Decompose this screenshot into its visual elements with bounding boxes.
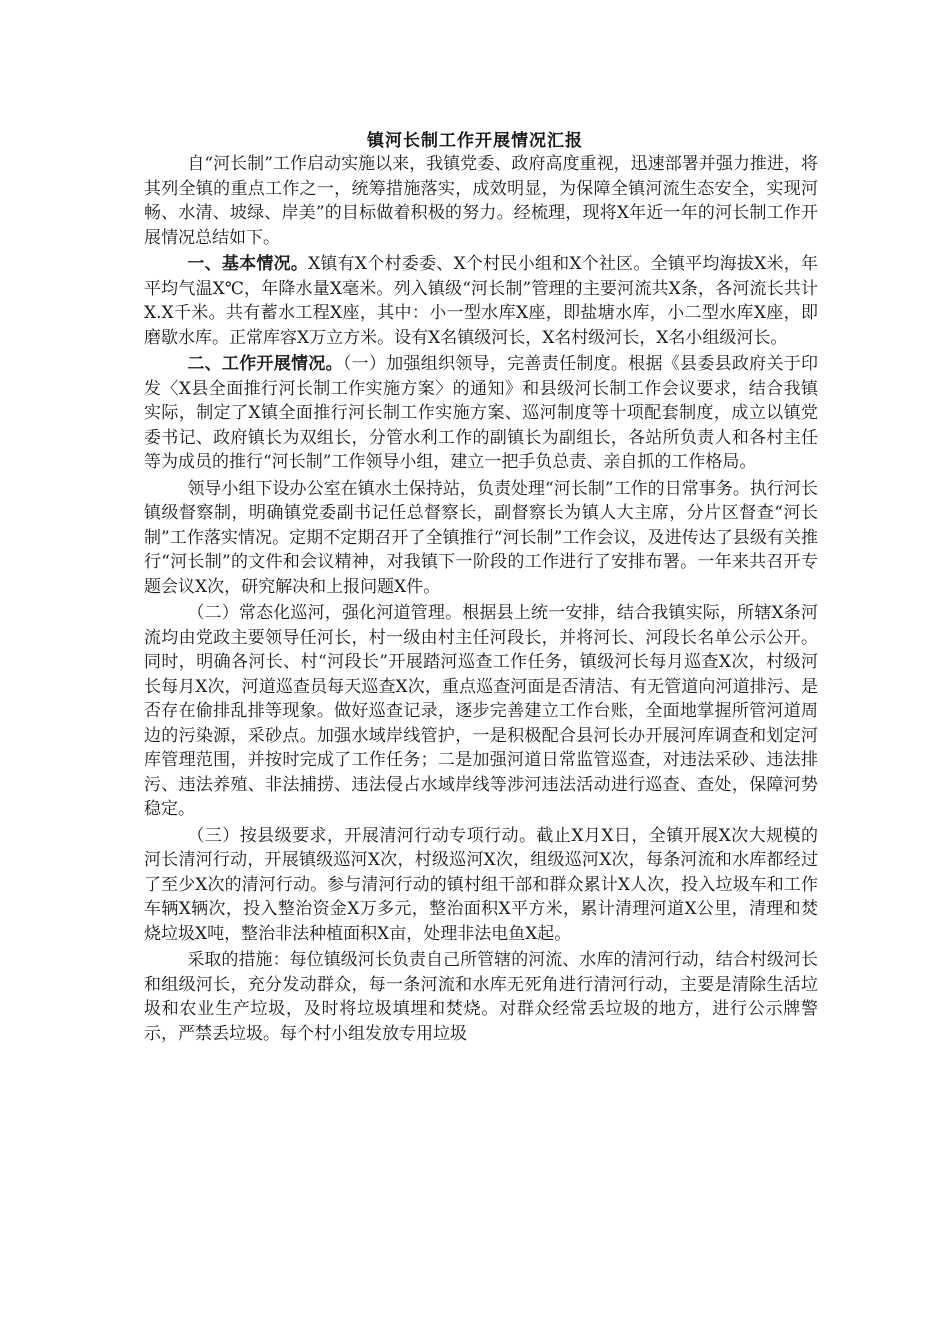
paragraph-intro xyxy=(144,152,818,250)
paragraph-work-progress xyxy=(144,352,818,475)
paragraph-text: （三）按县级要求，开展清河行动专项行动。截止X月X日，全镇开展X次大规模的河长清河行动，开展镇级巡河X次，村级巡河X次，组级巡河X次，每条河流和水库都经过了至少X次的清河行动。参与清河行动的镇村组干部和群众累计X人次，投入垃圾车和工作车辆X辆次，投入整治资金X万多元，整治面积X平方米，累计清理河道X公里，清理和焚烧垃圾X吨，整治非法种植面积X亩，处理非法电鱼X起。 xyxy=(144,825,818,944)
paragraph-cleanup-campaign xyxy=(144,824,818,947)
paragraph-river-patrol xyxy=(144,601,818,822)
paragraph-text: 采取的措施：每位镇级河长负责自己所管辖的河流、水库的清河行动，结合村级河长和组级河长，充分发动群众，每一条河流和水库无死角进行清河行动，主要是清除生活垃圾和农业生产垃圾，及时将垃圾填埋和焚烧。对群众经常丢垃圾的地方，进行公示牌警示，严禁丢垃圾。每个村小组发放专用垃圾 xyxy=(144,950,818,1044)
document-body xyxy=(144,152,818,1048)
paragraph-text: 自“河长制”工作启动实施以来，我镇党委、政府高度重视，迅速部署并强力推进，将其列全镇的重点工作之一，统筹措施落实，成效明显，为保障全镇河流生态安全，实现河畅、水清、坡绿、岸美”的目标做着积极的努力。经梳理，现将X年近一年的河长制工作开展情况总结如下。 xyxy=(144,154,818,248)
paragraph-leadership-office xyxy=(144,477,818,600)
paragraph-text: （二）常态化巡河，强化河道管理。根据县上统一安排，结合我镇实际，所辖X条河流均由党政主要领导任河长，村一级由村主任河段长，并将河长、河段长名单公示公开。同时，明确各河长、村“河段长”开展踏河巡查工作任务，镇级河长每月巡查X次，村级河长每月X次，河道巡查员每天巡查X次，重点巡查河面是否清洁、有无管道向河道排污、是否存在偷排乱排等现象。做好巡查记录，逐步完善建立工作台账，全面地掌握所管河道周边的污染源，采砂点。加强水域岸线管护，一是积极配合县河长办开展河库调查和划定河库管理范围，并按时完成了工作任务；二是加强河道日常监管巡查，对违法采砂、违法排污、违法养殖、非法捕捞、违法侵占水域岸线等涉河违法活动进行巡查、查处，保障河势稳定。 xyxy=(144,603,818,819)
section-heading: 一、基本情况。 xyxy=(187,254,309,274)
document-title: 镇河长制工作开展情况汇报 xyxy=(367,131,583,151)
paragraph-text: 领导小组下设办公室在镇水土保持站，负责处理“河长制”工作的日常事务。执行河长镇级督察制，明确镇党委副书记任总督察长，副督察长为镇人大主席，分片区督查“河长制”工作落实情况。定期不定期召开了全镇推行“河长制”工作会议，及进传达了县级有关推行“河长制”的文件和会议精神，对我镇下一阶段的工作进行了安排布署。一年来共召开专题会议X次，研究解决和上报问题X件。 xyxy=(144,478,818,597)
paragraph-text: X镇有X个村委委、X个村民小组和X个社区。全镇平均海拔X米，年平均气温X℃，年降水量X毫米。列入镇级“河长制”管理的主要河流共X条，各河流长共计X.X千米。共有蓄水工程X座，其中：小一型水库X座，即盐塘水库，小二型水库X座，即磨歇水库。正常库容X万立方米。设有X名镇级河长，X名村级河长，X名小组级河长。 xyxy=(144,254,819,348)
section-heading: 二、工作开展情况。 xyxy=(187,354,343,374)
paragraph-basic-situation xyxy=(144,252,818,350)
paragraph-text: （一）加强组织领导，完善责任制度。根据《县委县政府关于印发〈X县全面推行河长制工作实施方案〉的通知》和县级河长制工作会议要求，结合我镇实际，制定了X镇全面推行河长制工作实施方案、巡河制度等十项配套制度，成立以镇党委书记、政府镇长为双组长，分管水利工作的副镇长为副组长，各站所负责人和各村主任等为成员的推行“河长制”工作领导小组，建立一把手负总责、亲自抓的工作格局。 xyxy=(144,354,819,472)
paragraph-measures xyxy=(144,948,818,1046)
